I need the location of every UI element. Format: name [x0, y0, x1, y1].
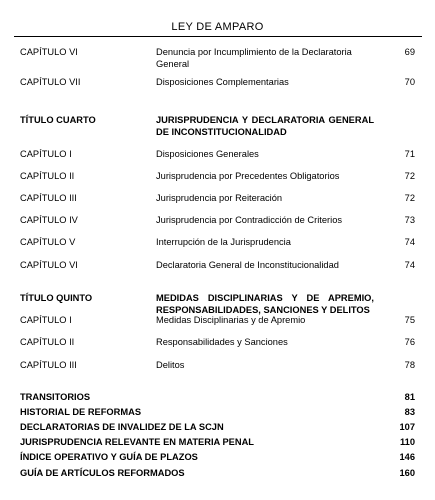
toc-page-number: 74 [404, 260, 415, 270]
toc-chapter-label: CAPÍTULO I [20, 149, 72, 159]
toc-entry-label: JURISPRUDENCIA RELEVANTE EN MATERIA PENAL [20, 437, 254, 447]
toc-page-number: 78 [404, 360, 415, 370]
toc-chapter-title: Interrupción de la Jurisprudencia [156, 237, 291, 247]
toc-chapter-title: Declaratoria General de Inconstitucionalidad [156, 260, 339, 270]
toc-page-number: 73 [404, 215, 415, 225]
toc-title-heading: JURISPRUDENCIA Y DECLARATORIA GENERAL DE INCONSTITUCIONALIDAD [156, 115, 374, 137]
toc-chapter-label: CAPÍTULO II [20, 171, 75, 181]
header-rule [14, 36, 422, 37]
toc-page-number: 146 [399, 452, 415, 462]
document-title: LEY DE AMPARO [171, 21, 264, 33]
toc-chapter-title: Jurisprudencia por Reiteración [156, 193, 283, 203]
toc-entry-label: ÍNDICE OPERATIVO Y GUÍA DE PLAZOS [20, 452, 198, 462]
toc-page-number: 110 [400, 437, 415, 447]
toc-page-number: 83 [404, 407, 415, 417]
toc-chapter-label: CAPÍTULO V [20, 237, 76, 247]
toc-title-label: TÍTULO QUINTO [20, 293, 93, 303]
toc-page-number: 75 [404, 315, 415, 325]
toc-title-label: TÍTULO CUARTO [20, 115, 96, 125]
toc-chapter-title: Jurisprudencia por Contradicción de Criterios [156, 215, 343, 225]
toc-page-number: 72 [404, 193, 415, 203]
toc-chapter-title: Responsabilidades y Sanciones [156, 337, 288, 347]
toc-chapter-title: Delitos [156, 360, 185, 370]
toc-chapter-title: Jurisprudencia por Precedentes Obligatorios [156, 171, 340, 181]
toc-page-number: 72 [404, 171, 415, 181]
toc-page-number: 81 [404, 392, 415, 402]
toc-page-number: 160 [399, 468, 415, 478]
toc-chapter-label: CAPÍTULO III [20, 360, 77, 370]
toc-title-heading: MEDIDAS DISCIPLINARIAS Y DE APREMIO, RESPONSABILIDADES, SANCIONES Y DELITOS [156, 293, 374, 315]
toc-chapter-label: CAPÍTULO II [20, 337, 75, 347]
toc-chapter-label: CAPÍTULO VI [20, 260, 78, 270]
toc-page-number: 76 [404, 337, 415, 347]
toc-page-number: 70 [404, 77, 415, 87]
toc-entry-label: GUÍA DE ARTÍCULOS REFORMADOS [20, 468, 185, 478]
toc-chapter-label: CAPÍTULO VI [20, 47, 78, 57]
toc-entry-label: DECLARATORIAS DE INVALIDEZ DE LA SCJN [20, 422, 224, 432]
toc-page-number: 71 [404, 149, 415, 159]
toc-chapter-label: CAPÍTULO IV [20, 215, 78, 225]
toc-chapter-title: Medidas Disciplinarias y de Apremio [156, 315, 306, 325]
toc-chapter-title: Disposiciones Generales [156, 149, 259, 159]
toc-chapter-label: CAPÍTULO III [20, 193, 77, 203]
toc-chapter-label: CAPÍTULO VII [20, 77, 81, 87]
toc-page-number: 69 [404, 47, 415, 57]
toc-entry-label: TRANSITORIOS [20, 392, 91, 402]
toc-chapter-title: Disposiciones Complementarias [156, 77, 289, 87]
toc-page-number: 74 [404, 237, 415, 247]
toc-page-number: 107 [399, 422, 415, 432]
toc-chapter-title: Denuncia por Incumplimiento de la Declaratoria General [156, 47, 352, 69]
toc-entry-label: HISTORIAL DE REFORMAS [20, 407, 142, 417]
toc-chapter-label: CAPÍTULO I [20, 315, 72, 325]
